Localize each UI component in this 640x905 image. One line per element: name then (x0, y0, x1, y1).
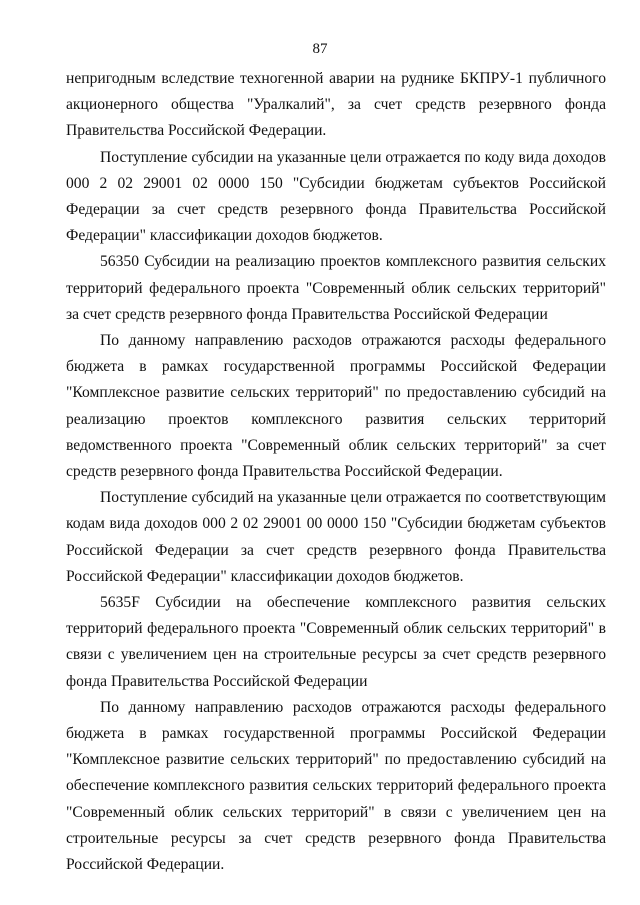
document-body (66, 66, 606, 878)
paragraph-heading-56350: 56350 Субсидии на реализацию проектов комплексного развития сельских территорий федерального проекта "Современный облик сельских территорий" за счет средств резервного фонда Правительства Российской Федерации (66, 253, 606, 323)
paragraph-expenses-56350: По данному направлению расходов отражаются расходы федерального бюджета в рамках государственной программы Российской Федерации "Комплексное развитие сельских территорий" по предоставлению субсидий на реализацию проектов комплексного развития сельских территорий ведомственного проекта "Современный облик сельских территорий" за счет средств резервного фонда Правительства Российской Федерации. (66, 332, 606, 481)
paragraph-income-56350: Поступление субсидий на указанные цели отражается по соответствующим кодам вида доходов 000 2 02 29001 00 0000 150 "Субсидии бюджетам субъектов Российской Федерации за счет средств резервного фонда Правительства Российской Федерации" классификации доходов бюджетов. (66, 489, 606, 585)
paragraph-income-code-reserve-fund: Поступление субсидии на указанные цели отражается по коду вида доходов 000 2 02 29001 02 0000 150 "Субсидии бюджетам субъектов Российской Федерации за счет средств резервного фонда Правительства Российской Федерации" классификации доходов бюджетов. (66, 148, 606, 245)
paragraph-expenses-5635f: По данному направлению расходов отражаются расходы федерального бюджета в рамках государственной программы Российской Федерации "Комплексное развитие сельских территорий" по предоставлению субсидий на обеспечение комплексного развития сельских территорий федерального проекта "Современный облик сельских территорий" в связи с увеличением цен на строительные ресурсы за счет средств резервного фонда Правительства Российской Федерации. (66, 698, 606, 874)
page-number: 87 (312, 41, 328, 57)
paragraph-continuation: непригодным вследствие техногенной аварии на руднике БКПРУ-1 публичного акционерного общества "Уралкалий", за счет средств резервного фонда Правительства Российской Федерации. (66, 70, 606, 140)
paragraph-heading-5635f: 5635F Субсидии на обеспечение комплексного развития сельских территорий федерального проекта "Современный облик сельских территорий" в связи с увеличением цен на строительные ресурсы за счет средств резервного фонда Правительства Российской Федерации (66, 594, 606, 690)
